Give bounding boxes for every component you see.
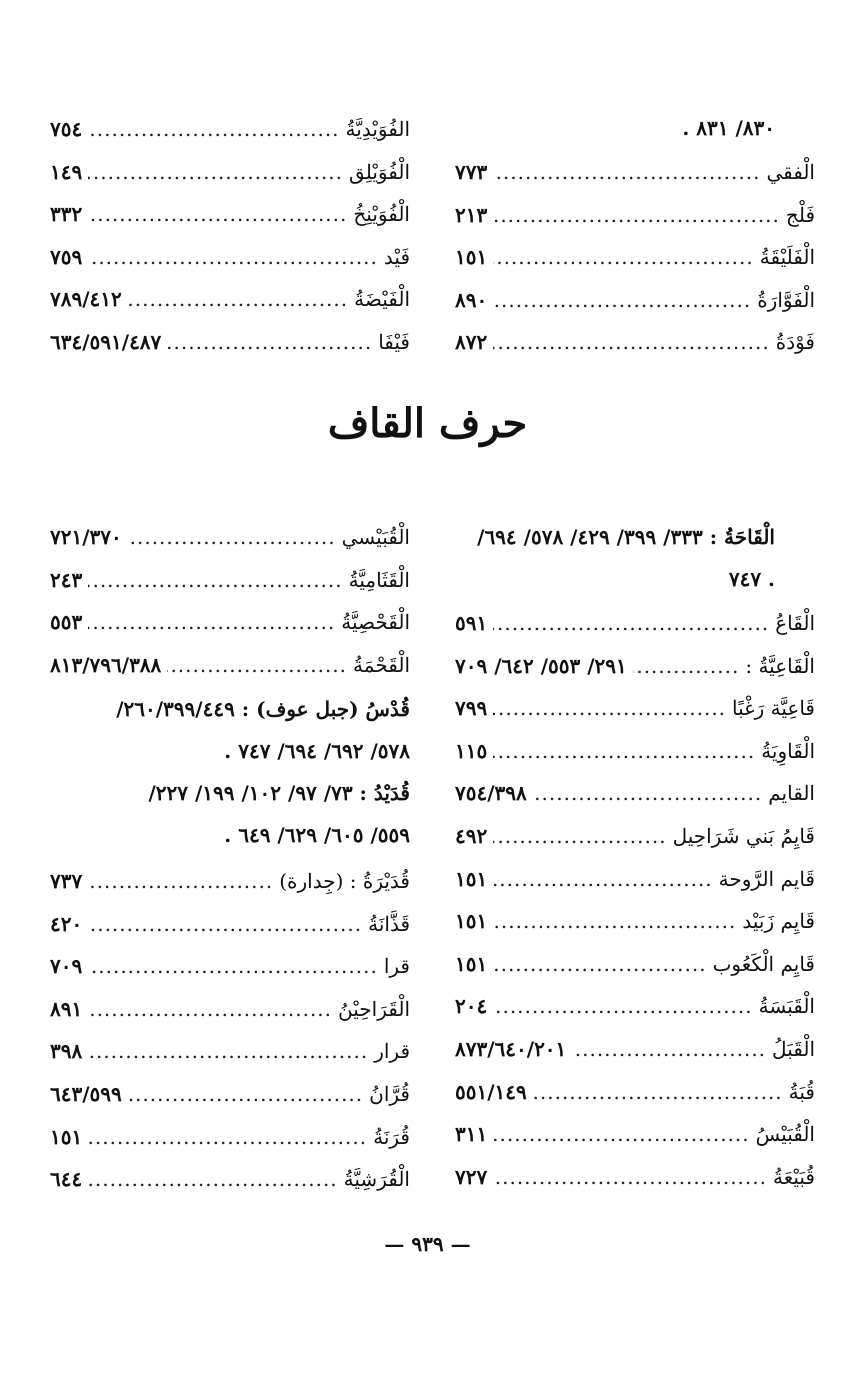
leader-dots bbox=[493, 1122, 749, 1146]
entry-pages: ٣٩٨ bbox=[50, 1039, 83, 1064]
entry-name: قُدَيْرَةُ : (جِدارة) bbox=[279, 869, 410, 893]
leader-dots bbox=[493, 160, 760, 184]
entry-pages: ٧٨٩/٤١٢ bbox=[50, 287, 122, 312]
entry-pages: ٢٠٤ bbox=[455, 994, 488, 1019]
leader-dots bbox=[88, 1039, 368, 1063]
qaf-left-entry bbox=[50, 862, 410, 900]
leader-dots bbox=[493, 288, 751, 312]
top-right-entry bbox=[455, 323, 815, 361]
leader-dots bbox=[88, 202, 347, 226]
entry-name: الْفقي bbox=[766, 160, 815, 184]
qaf-left-entry bbox=[50, 646, 410, 684]
entry-name: قَايم الرَّوحة bbox=[718, 866, 815, 891]
leader-dots bbox=[128, 1082, 363, 1106]
leader-dots bbox=[493, 952, 706, 976]
qaf-right-entry bbox=[455, 689, 815, 727]
leader-dots bbox=[493, 739, 755, 763]
leader-dots bbox=[493, 203, 780, 227]
entry-name: الْقُبَيْسُ bbox=[755, 1122, 815, 1147]
entry-name: قَايِمُ بَني شَرَاحِيل bbox=[672, 824, 815, 848]
top-right-entry bbox=[455, 281, 815, 319]
entry-pages: ٤٩٢ bbox=[455, 824, 488, 848]
leader-dots bbox=[493, 1165, 767, 1189]
entry-pages: ١٤٩ bbox=[50, 159, 83, 184]
entry-quds-line2: ٥٧٨/ ٦٩٢/ ٦٩٤/ ٧٤٧ . bbox=[224, 739, 410, 763]
entry-name: الْفُوَيْنِخُ bbox=[353, 202, 410, 227]
leader-dots bbox=[88, 997, 332, 1021]
qaf-left-entry bbox=[50, 603, 410, 641]
entry-qaha-line2: . ٧٤٧ bbox=[728, 567, 775, 591]
entry-pages: ٨٧٢ bbox=[455, 330, 488, 355]
qaf-right-entry bbox=[455, 1073, 815, 1111]
entry-pages: ٦٣٤/٥٩١/٤٨٧ bbox=[50, 330, 162, 354]
leader-dots bbox=[493, 824, 666, 848]
entry-pages: ٥٩١ bbox=[455, 611, 488, 635]
qaf-left-entry bbox=[50, 1075, 410, 1113]
leader-dots bbox=[88, 1167, 337, 1191]
entry-pages: ١٥١ bbox=[455, 866, 488, 891]
qaf-right-entry bbox=[455, 987, 815, 1025]
leader-dots bbox=[88, 568, 342, 592]
entry-pages: ٧٥٤ bbox=[50, 117, 83, 141]
leader-dots bbox=[533, 781, 762, 805]
leader-dots bbox=[88, 245, 378, 269]
top-left-entry bbox=[50, 195, 410, 233]
page-number: — ٩٣٩ — bbox=[384, 1232, 471, 1256]
entry-pages: ٢٩١/ ٥٥٣/ ٦٤٢/ ٧٠٩ bbox=[455, 653, 627, 678]
leader-dots bbox=[88, 610, 335, 634]
entry-pages: ٧٣٧ bbox=[50, 869, 83, 893]
qaf-right-entry bbox=[455, 860, 815, 898]
entry-name: الْفُوَيْلِق bbox=[349, 159, 410, 184]
entry-pages: ٦٤٤ bbox=[50, 1167, 83, 1192]
top-left-entry bbox=[50, 153, 410, 191]
top-left-entry bbox=[50, 280, 410, 318]
entry-pages: ١٥١ bbox=[455, 909, 488, 934]
qaf-left-entry bbox=[50, 990, 410, 1028]
leader-dots bbox=[88, 912, 362, 936]
entry-name: الْقَاعِيَّةُ : bbox=[745, 653, 815, 678]
entry-name: الْقَرَاحِيْنُ bbox=[338, 996, 410, 1021]
entry-name: الْقَبَسَةُ bbox=[758, 994, 815, 1019]
qaf-right-entry bbox=[455, 1030, 815, 1068]
entry-pages: ٨٩٠ bbox=[455, 287, 488, 312]
qaf-right-entry bbox=[455, 604, 815, 642]
entry-pages: ٨٧٣/٦٤٠/٢٠١ bbox=[455, 1037, 567, 1061]
leader-dots bbox=[572, 1037, 766, 1061]
entry-pages: ٧٩٩ bbox=[455, 696, 488, 721]
leader-dots bbox=[493, 245, 754, 269]
qaf-right-entry bbox=[455, 1158, 815, 1196]
entry-pages: ٣١١ bbox=[455, 1122, 488, 1147]
entry-name: قُبَةُ bbox=[788, 1079, 815, 1104]
entry-pages: ٧٢٧ bbox=[455, 1164, 488, 1189]
entry-name: قرا bbox=[383, 954, 410, 979]
entry-name: فَوْدَةُ bbox=[775, 330, 815, 355]
leader-dots bbox=[493, 867, 712, 891]
section-heading: حرف القاف bbox=[327, 400, 528, 447]
entry-quds-line1: قُدْسُ (جبل عوف) : ٢٦٠/٣٩٩/٤٤٩/ bbox=[116, 697, 410, 721]
entry-pages: ٧٥٤/٣٩٨ bbox=[455, 781, 527, 806]
entry-name: فَيْفَا bbox=[378, 330, 410, 354]
top-right-entry bbox=[455, 238, 815, 276]
entry-name: الْقَحْصِيَّةُ bbox=[341, 610, 410, 635]
entry-pages: ١١٥ bbox=[455, 738, 488, 763]
entry-name: الْقَبَلُ bbox=[772, 1037, 815, 1061]
entry-name: الْفَيْضَةُ bbox=[354, 287, 410, 312]
entry-name: قَاعِيَّة رَغْبًا bbox=[732, 696, 815, 721]
qaf-right-entry bbox=[455, 732, 815, 770]
leader-dots bbox=[128, 287, 348, 311]
entry-name: الْفَوَّارَةُ bbox=[757, 287, 815, 312]
entry-name: فَيْد bbox=[383, 244, 410, 269]
qaf-right-entry bbox=[455, 1115, 815, 1153]
top-right-entry bbox=[455, 196, 815, 234]
entry-name: قَايِم زَبَيْد bbox=[742, 909, 815, 934]
entry-name: القايم bbox=[768, 781, 815, 806]
leader-dots bbox=[493, 994, 752, 1018]
entry-pages: ١٥١ bbox=[455, 951, 488, 976]
entry-pages: ٥٥٣ bbox=[50, 610, 83, 635]
qaf-right-entry bbox=[455, 945, 815, 983]
entry-qudayd-line2: ٥٥٩/ ٦٠٥/ ٦٢٩/ ٦٤٩ . bbox=[224, 823, 410, 847]
entry-name: قُرَّانُ bbox=[369, 1082, 410, 1106]
entry-name: قُبَيْعَةُ bbox=[772, 1164, 815, 1189]
entry-pages: ٤٢٠ bbox=[50, 911, 83, 936]
top-left-entry bbox=[50, 238, 410, 276]
leader-dots bbox=[88, 117, 339, 141]
entry-pages: ٧٠٩ bbox=[50, 954, 83, 979]
leader-dots bbox=[167, 653, 347, 677]
qaf-right-entry bbox=[455, 647, 815, 685]
leader-dots bbox=[493, 696, 726, 720]
leader-dots bbox=[167, 330, 372, 354]
entry-pages: ٦٤٣/٥٩٩ bbox=[50, 1082, 122, 1106]
entry-name: قُرَنَةُ bbox=[373, 1124, 410, 1149]
entry-qaha-line1: الْقَاحَةُ : ٣٣٣/ ٣٩٩/ ٤٢٩/ ٥٧٨/ ٦٩٤/ bbox=[477, 525, 775, 549]
qaf-left-entry bbox=[50, 518, 410, 556]
entry-name: الْقُبَيْسي bbox=[341, 525, 410, 549]
entry-name: الْقَثَامِيَّةُ bbox=[348, 567, 410, 592]
leader-dots bbox=[128, 525, 336, 549]
continuation-line: ٨٣٠/ ٨٣١ . bbox=[682, 116, 775, 140]
qaf-left-entry bbox=[50, 561, 410, 599]
entry-pages: ٧٢١/٣٧٠ bbox=[50, 525, 122, 549]
leader-dots bbox=[88, 869, 273, 893]
entry-name: قرار bbox=[374, 1039, 410, 1064]
entry-name: الفُوَيْدِيَّةُ bbox=[345, 117, 410, 141]
entry-name: الْقَاعُ bbox=[775, 611, 815, 635]
entry-pages: ٨١٣/٧٩٦/٣٨٨ bbox=[50, 652, 162, 677]
qaf-left-entry bbox=[50, 947, 410, 985]
entry-pages: ٧٥٩ bbox=[50, 244, 83, 269]
leader-dots bbox=[633, 654, 740, 678]
entry-pages: ٢٤٣ bbox=[50, 567, 83, 592]
entry-qudayd-line1: قُدَيْدُ : ٧٣/ ٩٧/ ١٠٢/ ١٩٩/ ٢٢٧/ bbox=[148, 781, 410, 805]
leader-dots bbox=[88, 1125, 367, 1149]
qaf-right-entry bbox=[455, 902, 815, 940]
qaf-left-entry bbox=[50, 905, 410, 943]
leader-dots bbox=[493, 611, 769, 635]
entry-name: قَذَّانَةُ bbox=[368, 911, 410, 936]
top-left-entry bbox=[50, 110, 410, 148]
entry-pages: ٧٧٣ bbox=[455, 160, 488, 184]
entry-name: فَلْج bbox=[785, 202, 815, 227]
entry-name: الْفَلَيْقَةُ bbox=[759, 245, 815, 270]
qaf-left-entry bbox=[50, 1160, 410, 1198]
qaf-right-entry bbox=[455, 817, 815, 855]
entry-pages: ١٥١ bbox=[50, 1124, 83, 1149]
entry-name: الْقَاوِيَةُ bbox=[761, 738, 815, 763]
entry-pages: ٨٩١ bbox=[50, 996, 83, 1021]
leader-dots bbox=[493, 330, 769, 354]
top-left-entry bbox=[50, 323, 410, 361]
entry-pages: ٥٥١/١٤٩ bbox=[455, 1079, 527, 1104]
qaf-right-entry bbox=[455, 774, 815, 812]
qaf-left-entry bbox=[50, 1032, 410, 1070]
qaf-left-entry bbox=[50, 1118, 410, 1156]
entry-pages: ٣٣٢ bbox=[50, 202, 83, 227]
entry-name: الْقَحْمَةُ bbox=[353, 652, 410, 677]
leader-dots bbox=[88, 160, 343, 184]
top-right-entry bbox=[455, 153, 815, 191]
leader-dots bbox=[88, 954, 378, 978]
leader-dots bbox=[493, 909, 736, 933]
entry-name: الْقُرَشِيَّةُ bbox=[343, 1167, 410, 1192]
entry-pages: ١٥١ bbox=[455, 245, 488, 270]
entry-name: قَايِم الْكَعُوب bbox=[712, 951, 815, 976]
entry-pages: ٢١٣ bbox=[455, 202, 488, 227]
leader-dots bbox=[533, 1080, 783, 1104]
